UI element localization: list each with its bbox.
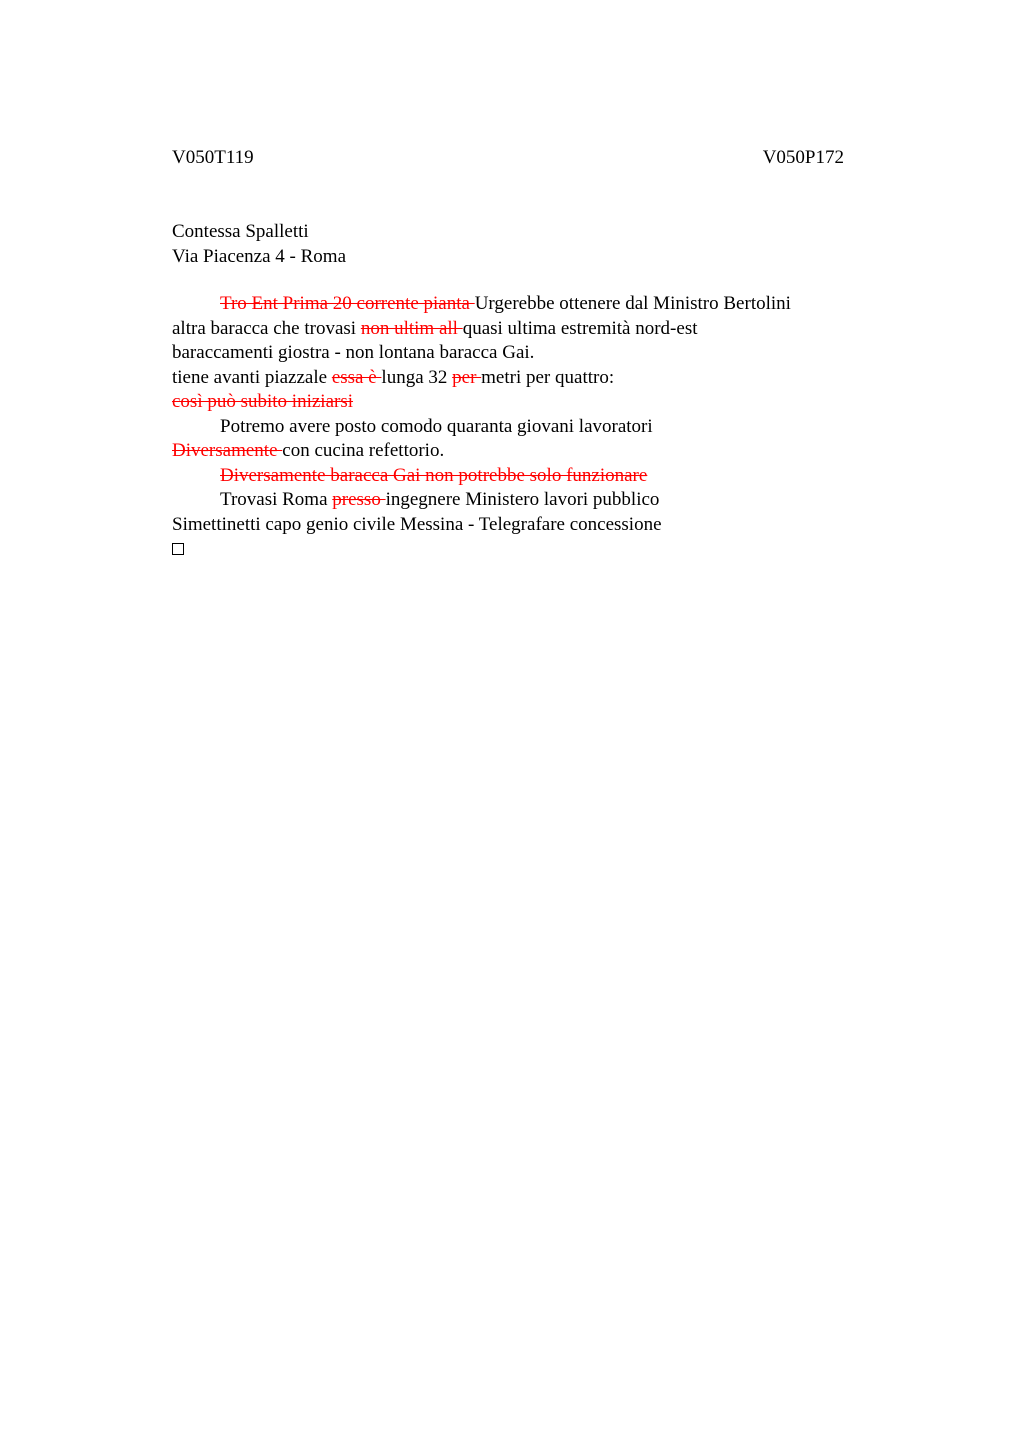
addressee-block <box>172 220 346 269</box>
body-text-segment: Trovasi Roma <box>220 489 333 510</box>
body-text-segment: Simettinetti capo genio civile Messina - Telegrafare concessione <box>172 513 662 535</box>
document-code-left: V050T119 <box>172 147 254 168</box>
body-text-segment: lunga 32 <box>381 366 453 388</box>
empty-square-icon <box>172 543 184 555</box>
telegram-body <box>172 292 852 562</box>
deleted-text: così può subito iniziarsi <box>172 391 354 412</box>
body-line-9 <box>172 488 852 513</box>
body-text-segment: metri per quattro: <box>481 366 615 388</box>
body-line-6 <box>172 415 852 440</box>
addressee-name: Contessa Spalletti <box>172 221 309 242</box>
deleted-text: Tro Ent Prima 20 corrente pianta <box>220 293 475 314</box>
body-line-8 <box>172 464 852 489</box>
body-line-7 <box>172 439 852 464</box>
body-text-segment: Urgerebbe ottenere dal Ministro Bertolini <box>474 293 791 314</box>
deleted-text: presso <box>332 489 386 510</box>
deleted-text: essa è <box>331 366 382 388</box>
body-line-4 <box>172 366 852 391</box>
body-line-10 <box>172 513 852 538</box>
document-code-right: V050P172 <box>762 147 844 168</box>
addressee-address: Via Piacenza 4 - Roma <box>172 245 347 267</box>
deleted-text: Diversamente <box>172 440 283 461</box>
deleted-text: non ultim all <box>360 317 463 339</box>
body-text-segment: con cucina refettorio. <box>282 440 445 461</box>
body-text-segment: baraccamenti giostra - non lontana baracca Gai. <box>172 342 535 363</box>
deleted-text: per <box>452 366 482 388</box>
end-marker-line <box>172 537 852 562</box>
body-line-3 <box>172 341 852 366</box>
body-text-segment: Potremo avere posto comodo quaranta giovani lavoratori <box>220 415 653 437</box>
body-text-segment: altra baracca che trovasi <box>172 317 361 339</box>
body-line-5 <box>172 390 852 415</box>
body-line-1 <box>172 292 852 317</box>
body-text-segment: tiene avanti piazzale <box>172 366 332 388</box>
body-line-2 <box>172 317 852 342</box>
deleted-text: Diversamente baracca Gai non potrebbe solo funzionare <box>220 464 648 486</box>
body-text-segment: quasi ultima estremità nord-est <box>462 317 698 339</box>
body-text-segment: ingegnere Ministero lavori pubblico <box>385 489 660 510</box>
